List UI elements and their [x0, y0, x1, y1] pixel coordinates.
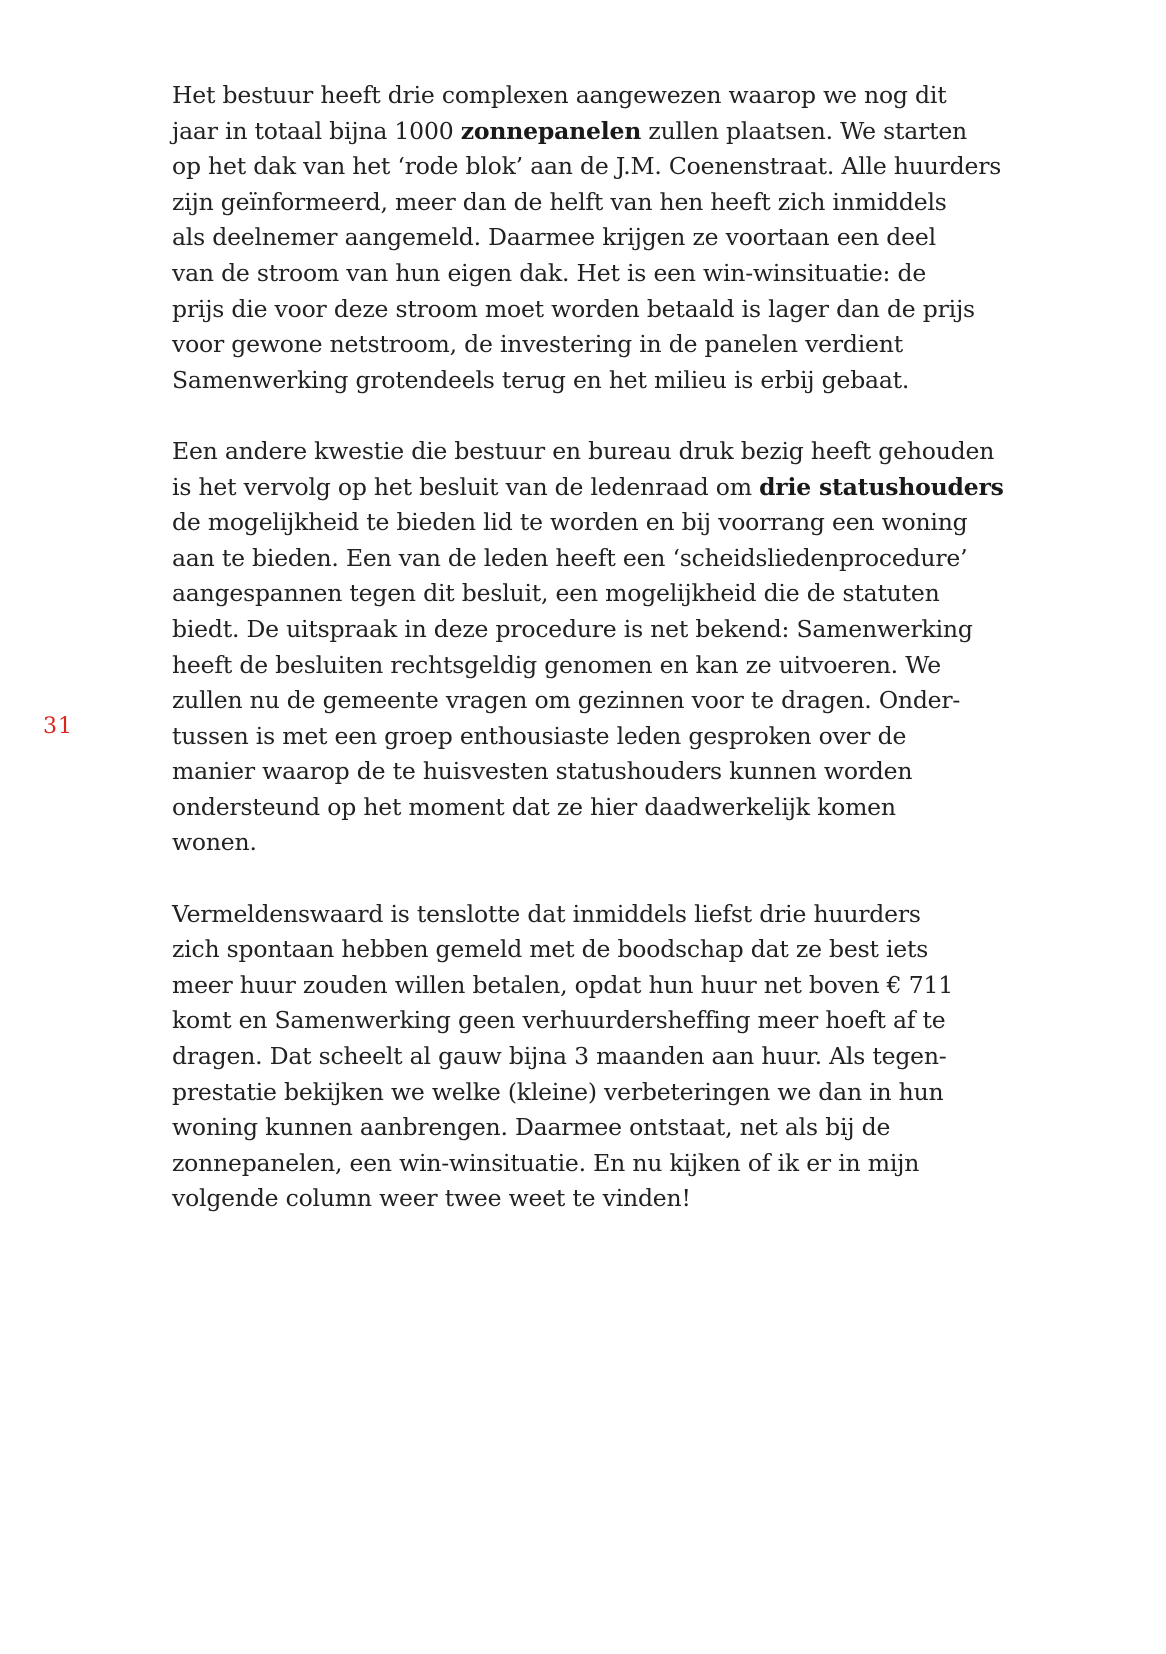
text-line: heeft de besluiten rechtsgeldig genomen en kan ze uitvoeren. We: [172, 650, 941, 679]
text-line: manier waarop de te huisvesten statushouders kunnen worden: [172, 757, 913, 786]
text-line: op het dak van het ‘rode blok’ aan de J.M. Coenenstraat. Alle huurders: [172, 152, 1002, 181]
page-number: 31: [43, 714, 73, 739]
text-line: volgende column weer twee weet te vinden!: [172, 1184, 691, 1213]
text-line: voor gewone netstroom, de investering in de panelen verdient: [172, 330, 903, 359]
paragraph-landlord-levy: [172, 897, 1012, 1217]
text-line: meer huur zouden willen betalen, opdat hun huur net boven € 711: [172, 970, 953, 999]
text-line: wonen.: [172, 828, 257, 857]
text-line: biedt. De uitspraak in deze procedure is net bekend: Samenwerking: [172, 614, 973, 643]
text-line: van de stroom van hun eigen dak. Het is een win-winsituatie: de: [172, 258, 927, 287]
text-line: Het bestuur heeft drie complexen aangewezen waarop we nog dit: [172, 81, 947, 109]
text-line: jaar in totaal bijna 1000 zonnepanelen zullen plaatsen. We starten: [172, 116, 967, 145]
text-line: zich spontaan hebben gemeld met de boodschap dat ze best iets: [172, 935, 929, 964]
body-text-column: [172, 78, 1012, 1253]
paragraph-solar-panels: [172, 78, 1012, 398]
text-line: zonnepanelen, een win-winsituatie. En nu kijken of ik er in mijn: [172, 1148, 920, 1177]
text-line: woning kunnen aanbrengen. Daarmee ontstaat, net als bij de: [172, 1113, 891, 1142]
text-line: Vermeldenswaard is tenslotte dat inmiddels liefst drie huurders: [172, 899, 921, 928]
text-line: dragen. Dat scheelt al gauw bijna 3 maanden aan huur. Als tegen-: [172, 1042, 947, 1071]
text-line: aan te bieden. Een van de leden heeft een ‘scheidsliedenprocedure’: [172, 543, 968, 572]
text-line: Samenwerking grotendeels terug en het milieu is erbij gebaat.: [172, 365, 910, 394]
text-line: prijs die voor deze stroom moet worden betaald is lager dan de prijs: [172, 294, 975, 323]
emphasis-drie-statushouders: drie statushouders: [759, 472, 1004, 501]
text-line: de mogelijkheid te bieden lid te worden en bij voorrang een woning: [172, 508, 968, 537]
paragraph-status-holders: [172, 434, 1012, 861]
text-line: als deelnemer aangemeld. Daarmee krijgen ze voortaan een deel: [172, 223, 936, 252]
text-line: tussen is met een groep enthousiaste leden gesproken over de: [172, 721, 907, 750]
text-line: prestatie bekijken we welke (kleine) verbeteringen we dan in hun: [172, 1077, 944, 1106]
text-line: is het vervolg op het besluit van de ledenraad om drie statushouders: [172, 472, 1004, 501]
text-line: Een andere kwestie die bestuur en bureau druk bezig heeft gehouden: [172, 436, 995, 465]
text-line: ondersteund op het moment dat ze hier daadwerkelijk komen: [172, 792, 896, 821]
text-line: komt en Samenwerking geen verhuurdersheffing meer hoeft af te: [172, 1006, 946, 1035]
text-line: zullen nu de gemeente vragen om gezinnen voor te dragen. Onder-: [172, 686, 961, 715]
emphasis-zonnepanelen: zonnepanelen: [460, 116, 642, 145]
text-line: zijn geïnformeerd, meer dan de helft van hen heeft zich inmiddels: [172, 187, 947, 216]
text-line: aangespannen tegen dit besluit, een mogelijkheid die de statuten: [172, 579, 940, 608]
